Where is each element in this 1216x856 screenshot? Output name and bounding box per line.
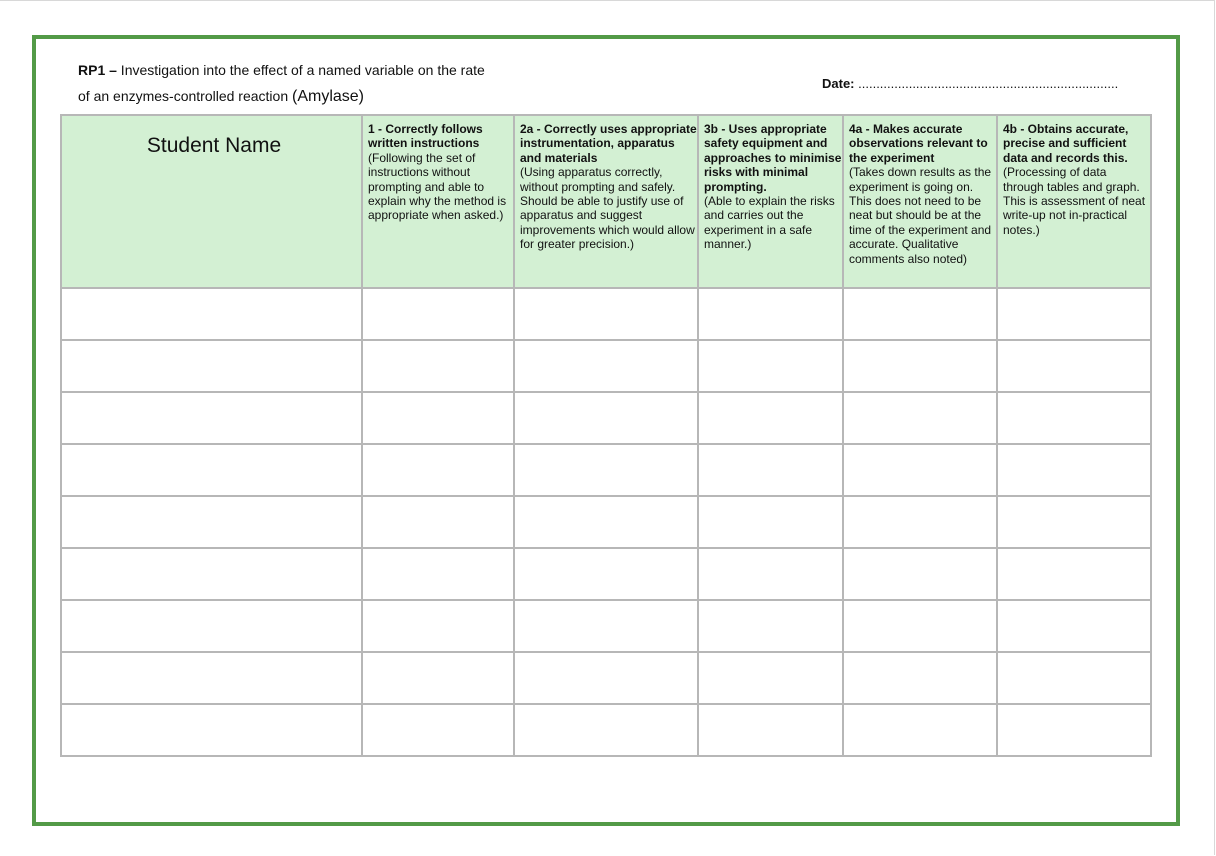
table-row xyxy=(61,600,1151,652)
criterion-heading: 1 - Correctly follows written instructions xyxy=(368,122,483,151)
table-cell[interactable] xyxy=(61,704,362,756)
criterion-header xyxy=(843,115,997,288)
table-cell[interactable] xyxy=(514,340,698,392)
table-cell[interactable] xyxy=(698,392,843,444)
criterion-heading: 2a - Correctly uses appropriate instrumentation, apparatus and materials xyxy=(520,122,697,165)
table-cell[interactable] xyxy=(698,444,843,496)
table-header-row xyxy=(61,115,1151,288)
table-cell[interactable] xyxy=(843,704,997,756)
table-cell[interactable] xyxy=(843,392,997,444)
table-cell[interactable] xyxy=(843,600,997,652)
criterion-header xyxy=(362,115,514,288)
table-row xyxy=(61,444,1151,496)
criterion-heading: 4a - Makes accurate observations relevant to the experiment xyxy=(849,122,988,165)
table-cell[interactable] xyxy=(61,652,362,704)
table-cell[interactable] xyxy=(362,496,514,548)
table-body xyxy=(61,288,1151,756)
table-cell[interactable] xyxy=(997,392,1151,444)
table-cell[interactable] xyxy=(514,444,698,496)
table-cell[interactable] xyxy=(514,496,698,548)
table-cell[interactable] xyxy=(698,652,843,704)
table-cell[interactable] xyxy=(843,548,997,600)
criterion-heading: 4b - Obtains accurate, precise and sufficient data and records this. xyxy=(1003,122,1129,165)
table-cell[interactable] xyxy=(61,392,362,444)
table-cell[interactable] xyxy=(514,652,698,704)
criterion-description: (Takes down results as the experiment is going on. This does not need to be neat but should be at the time of the experiment and accurate. Qualitative comments also noted) xyxy=(849,165,992,266)
date-label: Date: xyxy=(822,76,855,91)
document-title xyxy=(78,57,558,110)
criterion-description: (Able to explain the risks and carries out the experiment in a safe manner.) xyxy=(704,194,835,252)
table-cell[interactable] xyxy=(843,288,997,340)
table-cell[interactable] xyxy=(61,548,362,600)
table-row xyxy=(61,704,1151,756)
table-cell[interactable] xyxy=(843,444,997,496)
table-cell[interactable] xyxy=(61,288,362,340)
table-cell[interactable] xyxy=(997,652,1151,704)
criterion-description: (Using apparatus correctly, without prompting and safely. Should be able to justify use of apparatus and suggest improvements which would allow for greater precision.) xyxy=(520,165,695,252)
criterion-header xyxy=(514,115,698,288)
table-cell[interactable] xyxy=(843,652,997,704)
student-name-header: Student Name xyxy=(61,115,362,288)
date-dots: ........................................................................ xyxy=(858,76,1119,91)
table-cell[interactable] xyxy=(61,600,362,652)
table-cell[interactable] xyxy=(362,600,514,652)
table-cell[interactable] xyxy=(362,340,514,392)
table-row xyxy=(61,288,1151,340)
table-cell[interactable] xyxy=(61,340,362,392)
table-cell[interactable] xyxy=(514,392,698,444)
table-cell[interactable] xyxy=(997,340,1151,392)
table-cell[interactable] xyxy=(698,600,843,652)
table-cell[interactable] xyxy=(997,444,1151,496)
table-cell[interactable] xyxy=(514,600,698,652)
table-cell[interactable] xyxy=(362,704,514,756)
table-cell[interactable] xyxy=(61,496,362,548)
date-field xyxy=(822,76,1118,91)
table-row xyxy=(61,340,1151,392)
table-cell[interactable] xyxy=(362,444,514,496)
criterion-header xyxy=(698,115,843,288)
table-cell[interactable] xyxy=(514,704,698,756)
table-cell[interactable] xyxy=(698,288,843,340)
criterion-description: (Processing of data through tables and graph. This is assessment of neat write-up not in-practical notes.) xyxy=(1003,165,1146,237)
title-rp-code: RP1 – xyxy=(78,62,117,78)
table-cell[interactable] xyxy=(698,548,843,600)
table-cell[interactable] xyxy=(997,496,1151,548)
table-cell[interactable] xyxy=(997,548,1151,600)
title-line-1: Investigation into the effect of a named variable on the rate xyxy=(116,62,485,78)
table-row xyxy=(61,652,1151,704)
table-cell[interactable] xyxy=(514,288,698,340)
table-row xyxy=(61,548,1151,600)
table-cell[interactable] xyxy=(997,288,1151,340)
table-row xyxy=(61,392,1151,444)
table-cell[interactable] xyxy=(843,496,997,548)
table-cell[interactable] xyxy=(362,652,514,704)
table-cell[interactable] xyxy=(698,704,843,756)
title-line-2: of an enzymes-controlled reaction xyxy=(78,88,292,104)
table-cell[interactable] xyxy=(362,288,514,340)
table-cell[interactable] xyxy=(362,548,514,600)
table-cell[interactable] xyxy=(997,704,1151,756)
table-cell[interactable] xyxy=(61,444,362,496)
table-cell[interactable] xyxy=(362,392,514,444)
table-cell[interactable] xyxy=(997,600,1151,652)
assessment-table xyxy=(60,114,1152,757)
table-row xyxy=(61,496,1151,548)
criterion-header xyxy=(997,115,1151,288)
table-cell[interactable] xyxy=(843,340,997,392)
table-cell[interactable] xyxy=(698,340,843,392)
criterion-description: (Following the set of instructions without prompting and able to explain why the method is appropriate when asked.) xyxy=(368,150,507,223)
criterion-heading: 3b - Uses appropriate safety equipment and approaches to minimise risks with minimal prompting. xyxy=(704,122,842,194)
table-cell[interactable] xyxy=(698,496,843,548)
table-cell[interactable] xyxy=(514,548,698,600)
title-amylase: (Amylase) xyxy=(292,88,365,105)
